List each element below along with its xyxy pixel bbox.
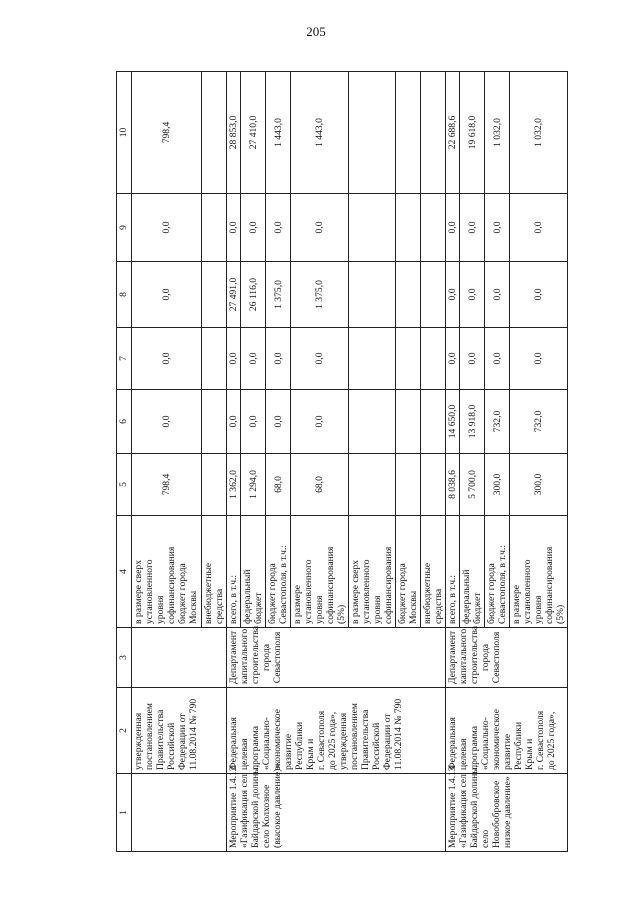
cell-line: установленного [303,559,314,624]
cell-line: Правительства [360,709,371,770]
page-number: 205 [306,24,326,39]
value-cell: 1 032,0 [485,72,510,194]
cell-line: Москвы [408,590,419,624]
cell-line: капитального [458,628,469,684]
column-header-8: 8 [117,262,132,328]
value-cell [421,328,446,390]
cell-line: Департамент [447,630,458,684]
cell-line: в размере сверх [133,559,144,624]
cell-line: бюджет города [397,563,408,624]
value-cell: 19 618,0 [460,72,485,194]
cell-line: Севастополя [491,631,502,684]
cell-line: постановлением [144,703,155,770]
cell-line: до 2025 года», [546,711,557,770]
cell-line: «Социально- [480,717,491,770]
funding-source-cell [202,516,227,628]
value-cell [421,454,446,516]
value-cell: 0,0 [132,390,202,454]
cell-line: города [261,644,272,671]
value-cell [202,390,227,454]
funding-source-cell [132,516,202,628]
cell-line: Севастополя, в т.ч.: [497,544,508,624]
cell-line: (высокое давление)» [272,763,283,848]
cell-line: софинансирования [325,546,336,624]
cell-line: бюджет города [267,563,278,624]
column-header-6: 6 [117,390,132,454]
value-cell: 1 362,0 [227,454,241,516]
cell-line: Новобобровское [491,780,502,848]
activity-name-cell [227,763,446,852]
funding-source-cell [291,516,349,628]
value-cell: 0,0 [227,390,241,454]
value-cell [396,194,421,262]
cell-line: Российской [166,722,177,770]
cell-line: программа [250,725,261,770]
value-cell: 0,0 [460,328,485,390]
value-cell: 0,0 [291,390,349,454]
value-cell: 1 032,0 [510,72,568,194]
value-cell: 0,0 [241,328,266,390]
cell-line: Крым и [524,738,535,770]
cell-line: всего, в т.ч.: [228,574,239,624]
cell-line: Республики [513,721,524,770]
table-row [227,72,241,852]
cell-line: Правительства [155,709,166,770]
funding-source-cell [396,516,421,628]
value-cell: 0,0 [227,194,241,262]
executor-cell [132,628,227,688]
value-cell: 798,4 [132,72,202,194]
value-cell: 0,0 [485,262,510,328]
cell-line: средства [433,588,444,624]
cell-line: уровня [533,595,544,624]
cell-line: внебюджетные [422,562,433,624]
value-cell: 1 375,0 [291,262,349,328]
cell-line: (5%) [336,604,347,624]
cell-line: средства [214,588,225,624]
value-cell: 27 410,0 [241,72,266,194]
value-cell: 798,4 [132,454,202,516]
funding-source-cell [227,516,241,628]
program-cell [227,688,446,774]
cell-line: Федеральная [447,717,458,770]
value-cell: 0,0 [446,194,460,262]
value-cell [421,194,446,262]
value-cell: 28 853,0 [227,72,241,194]
value-cell: 1 375,0 [266,262,291,328]
value-cell [349,72,396,194]
cell-line: Федерации от [382,713,393,770]
value-cell: 0,0 [132,194,202,262]
cell-line: программа [469,725,480,770]
column-header-1: 1 [117,774,132,852]
cell-line: Мероприятие 1.4.13 [447,766,458,848]
program-cell [132,688,227,774]
cell-line: в размере [292,584,303,624]
value-cell: 0,0 [241,390,266,454]
funding-source-cell [460,516,485,628]
value-cell: 732,0 [510,390,568,454]
value-cell [396,262,421,328]
cell-line: Департамент [228,630,239,684]
cell-line: село Колхозное [261,784,272,848]
cell-line: 11.08.2014 № 790 [188,698,199,770]
cell-line: постановлением [349,703,360,770]
cell-line: развитие [502,733,513,770]
cell-line: «Социально- [261,717,272,770]
cell-line: «Газификация сел [458,774,469,848]
value-cell: 0,0 [485,194,510,262]
funding-source-cell [446,516,460,628]
value-cell: 0,0 [446,262,460,328]
value-cell: 5 700,0 [460,454,485,516]
cell-line: Федерации от [177,713,188,770]
value-cell: 0,0 [485,328,510,390]
funding-source-cell [485,516,510,628]
value-cell: 0,0 [446,328,460,390]
value-cell: 0,0 [241,194,266,262]
cell-line: строительства [469,625,480,684]
cell-line: строительства [250,625,261,684]
cell-line: село [480,829,491,848]
cell-line: Байдарской долины, [469,764,480,848]
value-cell [202,194,227,262]
value-cell: 0,0 [227,328,241,390]
value-cell [421,390,446,454]
cell-line: города [480,644,491,671]
value-cell: 0,0 [291,328,349,390]
value-cell [349,194,396,262]
funding-source-cell [349,516,396,628]
value-cell: 1 294,0 [241,454,266,516]
value-cell [396,390,421,454]
value-cell [202,328,227,390]
cell-line: Мероприятие 1.4.12 [228,766,239,848]
executor-cell [227,625,446,688]
cell-line: софинансирования [166,546,177,624]
value-cell: 0,0 [460,262,485,328]
value-cell [349,328,396,390]
value-cell: 0,0 [510,194,568,262]
funding-source-cell [510,516,568,628]
column-header-10: 10 [117,72,132,194]
cell-line: Москвы [188,590,199,624]
value-cell [421,72,446,194]
column-header-5: 5 [117,454,132,516]
column-header-9: 9 [117,194,132,262]
value-cell [396,328,421,390]
cell-line: 11.08.2014 № 790 [393,698,404,770]
cell-line: установленного [144,559,155,624]
value-cell: 14 650,0 [446,390,460,454]
cell-line: всего, в т.ч.: [447,574,458,624]
cell-line: «Газификация сел [239,774,250,848]
value-cell [349,390,396,454]
program-cell [446,688,568,774]
cell-line: федеральный [242,569,253,624]
value-cell: 1 443,0 [266,72,291,194]
column-header-7: 7 [117,328,132,390]
value-cell: 300,0 [510,454,568,516]
value-cell: 0,0 [132,262,202,328]
cell-line: в размере сверх [350,559,361,624]
cell-line: уровня [372,595,383,624]
cell-line: г. Севастополя [535,710,546,770]
cell-line: Севастополя [272,631,283,684]
cell-line: развитие [283,733,294,770]
cell-line: Байдарской долины, [250,764,261,848]
value-cell: 68,0 [266,454,291,516]
cell-line: Крым и [305,738,316,770]
value-cell: 0,0 [291,194,349,262]
table-row [132,72,202,852]
value-cell: 732,0 [485,390,510,454]
value-cell: 300,0 [485,454,510,516]
value-cell [421,262,446,328]
value-cell [349,262,396,328]
value-cell: 0,0 [510,328,568,390]
value-cell [349,454,396,516]
value-cell: 1 443,0 [291,72,349,194]
cell-line: бюджет [253,592,264,624]
activity-name-cell [446,764,568,852]
value-cell: 0,0 [266,328,291,390]
cell-line: г. Севастополя [316,710,327,770]
column-header-3: 3 [117,628,132,688]
activity-name-cell [132,774,227,852]
value-cell [396,454,421,516]
cell-line: экономическое [272,709,283,770]
value-cell: 0,0 [266,390,291,454]
cell-line: внебюджетные [203,562,214,624]
column-header-2: 2 [117,688,132,774]
value-cell [202,262,227,328]
header-row [117,72,132,852]
cell-line: уровня [314,595,325,624]
cell-line: Республики [294,721,305,770]
cell-line: уровня [155,595,166,624]
cell-line: установленного [522,559,533,624]
value-cell: 22 688,6 [446,72,460,194]
value-cell [202,72,227,194]
cell-line: утвержденная [338,712,349,770]
cell-line: федеральный [461,569,472,624]
cell-line: Российской [371,722,382,770]
cell-line: бюджет города [486,563,497,624]
cell-line: капитального [239,628,250,684]
budget-table [116,71,568,852]
funding-source-cell [241,516,266,628]
value-cell: 8 038,6 [446,454,460,516]
cell-line: целевая [239,738,250,770]
funding-source-cell [421,516,446,628]
cell-line: установленного [361,559,372,624]
cell-line: бюджет [472,592,483,624]
cell-line: экономическое [491,709,502,770]
table-viewport [116,72,566,852]
cell-line: Севастополя, в т.ч.: [278,544,289,624]
value-cell [396,72,421,194]
cell-line: софинансирования [544,546,555,624]
cell-line: (5%) [555,604,566,624]
funding-source-cell [266,516,291,628]
value-cell: 26 116,0 [241,262,266,328]
cell-line: софинансирования [383,546,394,624]
value-cell: 0,0 [460,194,485,262]
value-cell: 13 918,0 [460,390,485,454]
cell-line: утвержденная [133,712,144,770]
value-cell: 68,0 [291,454,349,516]
table-row [446,72,460,852]
column-header-4: 4 [117,516,132,628]
cell-line: до 2025 года», [327,711,338,770]
value-cell: 27 491,0 [227,262,241,328]
value-cell: 0,0 [132,328,202,390]
value-cell [202,454,227,516]
cell-line: низкое давление» [502,776,513,848]
value-cell: 0,0 [266,194,291,262]
cell-line: целевая [458,738,469,770]
value-cell: 0,0 [510,262,568,328]
cell-line: бюджет города [177,563,188,624]
cell-line: в размере [511,584,522,624]
cell-line: Федеральная [228,717,239,770]
executor-cell [446,625,568,688]
